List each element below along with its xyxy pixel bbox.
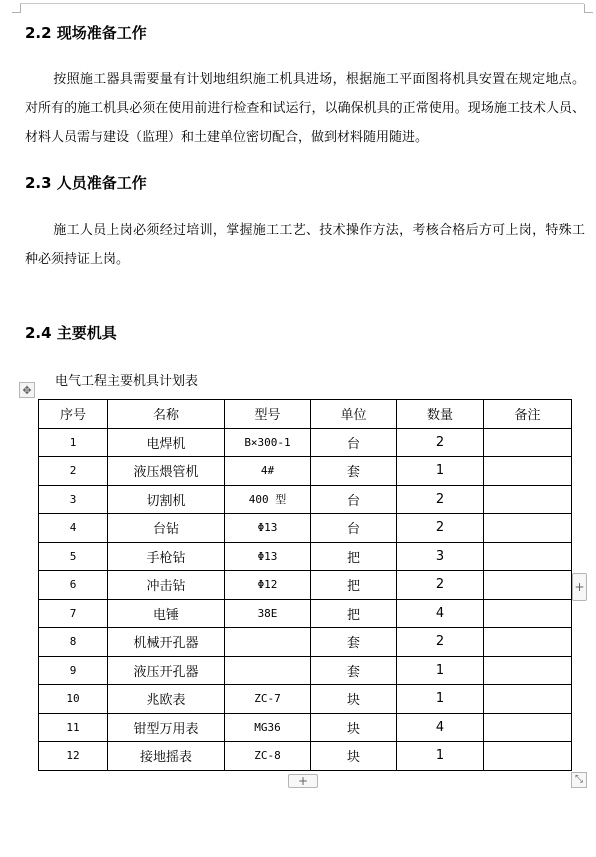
cell-remark[interactable] xyxy=(484,742,572,771)
cell-remark[interactable] xyxy=(484,628,572,657)
cell-unit[interactable]: 台 xyxy=(311,485,397,514)
cell-quantity[interactable]: 2 xyxy=(397,485,484,514)
cell-unit[interactable]: 块 xyxy=(311,713,397,742)
cell-name[interactable]: 电焊机 xyxy=(108,428,225,457)
cell-model[interactable]: Φ13 xyxy=(225,514,311,543)
section-heading-2-4: 2.4 主要机具 xyxy=(25,324,117,342)
table-row xyxy=(39,599,572,628)
cell-index[interactable]: 4 xyxy=(39,514,108,543)
table-row xyxy=(39,485,572,514)
cell-name[interactable]: 兆欧表 xyxy=(108,685,225,714)
cell-index[interactable]: 9 xyxy=(39,656,108,685)
cell-index[interactable]: 12 xyxy=(39,742,108,771)
cell-unit[interactable]: 把 xyxy=(311,571,397,600)
header-cell[interactable]: 备注 xyxy=(484,400,572,429)
cell-unit[interactable]: 套 xyxy=(311,656,397,685)
header-cell[interactable]: 型号 xyxy=(225,400,311,429)
paragraph-text: 按照施工器具需要量有计划地组织施工机具进场，根据施工平面图将机具安置在规定地点。对所有的施工机具必须在使用前进行检查和试运行，以确保机具的正常使用。现场施工技术人员、材料人员需与建设（监理）和土建单位密切配合，做到材料随用随进。 xyxy=(25,72,585,145)
cell-name[interactable]: 手枪钻 xyxy=(108,542,225,571)
cell-name[interactable]: 机械开孔器 xyxy=(108,628,225,657)
cell-unit[interactable]: 套 xyxy=(311,628,397,657)
cell-remark[interactable] xyxy=(484,599,572,628)
cell-unit[interactable]: 块 xyxy=(311,742,397,771)
table-row xyxy=(39,742,572,771)
cell-index[interactable]: 10 xyxy=(39,685,108,714)
cell-name[interactable]: 液压开孔器 xyxy=(108,656,225,685)
cell-index[interactable]: 1 xyxy=(39,428,108,457)
cell-model[interactable] xyxy=(225,628,311,657)
cell-unit[interactable]: 块 xyxy=(311,685,397,714)
page-top-border xyxy=(20,3,584,4)
cell-quantity[interactable]: 2 xyxy=(397,571,484,600)
cell-name[interactable]: 接地摇表 xyxy=(108,742,225,771)
table-row xyxy=(39,514,572,543)
table-row xyxy=(39,428,572,457)
cell-remark[interactable] xyxy=(484,685,572,714)
paragraph-text: 施工人员上岗必须经过培训，掌握施工工艺、技术操作方法，考核合格后方可上岗，特殊工种必须持证上岗。 xyxy=(25,223,585,267)
header-cell[interactable]: 单位 xyxy=(311,400,397,429)
cell-name[interactable]: 切割机 xyxy=(108,485,225,514)
table-row xyxy=(39,571,572,600)
table-caption: 电气工程主要机具计划表 xyxy=(55,374,199,389)
table-row xyxy=(39,685,572,714)
move-icon[interactable]: ✥ xyxy=(19,382,35,398)
cell-model[interactable]: 38E xyxy=(225,599,311,628)
cell-quantity[interactable]: 3 xyxy=(397,542,484,571)
cell-quantity[interactable]: 2 xyxy=(397,514,484,543)
cell-model[interactable]: B×300-1 xyxy=(225,428,311,457)
cell-remark[interactable] xyxy=(484,656,572,685)
plus-icon[interactable]: + xyxy=(572,573,587,601)
header-cell[interactable]: 序号 xyxy=(39,400,108,429)
cell-remark[interactable] xyxy=(484,457,572,486)
cell-model[interactable]: 4# xyxy=(225,457,311,486)
cell-quantity[interactable]: 4 xyxy=(397,599,484,628)
cell-quantity[interactable]: 2 xyxy=(397,428,484,457)
cell-index[interactable]: 8 xyxy=(39,628,108,657)
section-paragraph-2-3 xyxy=(25,216,585,274)
table-row xyxy=(39,656,572,685)
cell-model[interactable]: Φ12 xyxy=(225,571,311,600)
resize-icon[interactable]: ⤡ xyxy=(571,772,587,788)
plus-icon[interactable]: + xyxy=(288,774,318,788)
cell-model[interactable]: Φ13 xyxy=(225,542,311,571)
table-row xyxy=(39,713,572,742)
cell-unit[interactable]: 台 xyxy=(311,514,397,543)
cell-unit[interactable]: 把 xyxy=(311,542,397,571)
cell-index[interactable]: 7 xyxy=(39,599,108,628)
cell-model[interactable]: MG36 xyxy=(225,713,311,742)
cell-name[interactable]: 台钻 xyxy=(108,514,225,543)
cell-model[interactable] xyxy=(225,656,311,685)
cell-unit[interactable]: 台 xyxy=(311,428,397,457)
cell-name[interactable]: 液压煨管机 xyxy=(108,457,225,486)
cell-unit[interactable]: 把 xyxy=(311,599,397,628)
table-header-row xyxy=(39,400,572,429)
cell-index[interactable]: 2 xyxy=(39,457,108,486)
header-cell[interactable]: 名称 xyxy=(108,400,225,429)
cell-model[interactable]: ZC-8 xyxy=(225,742,311,771)
cell-remark[interactable] xyxy=(484,514,572,543)
cell-quantity[interactable]: 1 xyxy=(397,742,484,771)
cell-index[interactable]: 3 xyxy=(39,485,108,514)
table-row xyxy=(39,542,572,571)
table-row xyxy=(39,457,572,486)
cell-index[interactable]: 11 xyxy=(39,713,108,742)
cell-remark[interactable] xyxy=(484,542,572,571)
section-heading-2-3: 2.3 人员准备工作 xyxy=(25,174,147,192)
section-heading-2-2: 2.2 现场准备工作 xyxy=(25,24,147,42)
cell-model[interactable]: ZC-7 xyxy=(225,685,311,714)
cell-quantity[interactable]: 4 xyxy=(397,713,484,742)
cell-quantity[interactable]: 1 xyxy=(397,656,484,685)
cell-remark[interactable] xyxy=(484,571,572,600)
cell-name[interactable]: 冲击钻 xyxy=(108,571,225,600)
cell-remark[interactable] xyxy=(484,485,572,514)
cell-index[interactable]: 5 xyxy=(39,542,108,571)
cell-model[interactable]: 400 型 xyxy=(225,485,311,514)
cell-remark[interactable] xyxy=(484,713,572,742)
section-paragraph-2-2 xyxy=(25,65,585,152)
cell-quantity[interactable]: 1 xyxy=(397,685,484,714)
cell-quantity[interactable]: 1 xyxy=(397,457,484,486)
cell-name[interactable]: 电锤 xyxy=(108,599,225,628)
page-corner-mark-left xyxy=(12,4,21,13)
cell-index[interactable]: 6 xyxy=(39,571,108,600)
table-row xyxy=(39,628,572,657)
cell-name[interactable]: 钳型万用表 xyxy=(108,713,225,742)
page-corner-mark-right xyxy=(584,4,593,13)
cell-remark[interactable] xyxy=(484,428,572,457)
cell-unit[interactable]: 套 xyxy=(311,457,397,486)
equipment-table xyxy=(38,399,572,771)
cell-quantity[interactable]: 2 xyxy=(397,628,484,657)
header-cell[interactable]: 数量 xyxy=(397,400,484,429)
